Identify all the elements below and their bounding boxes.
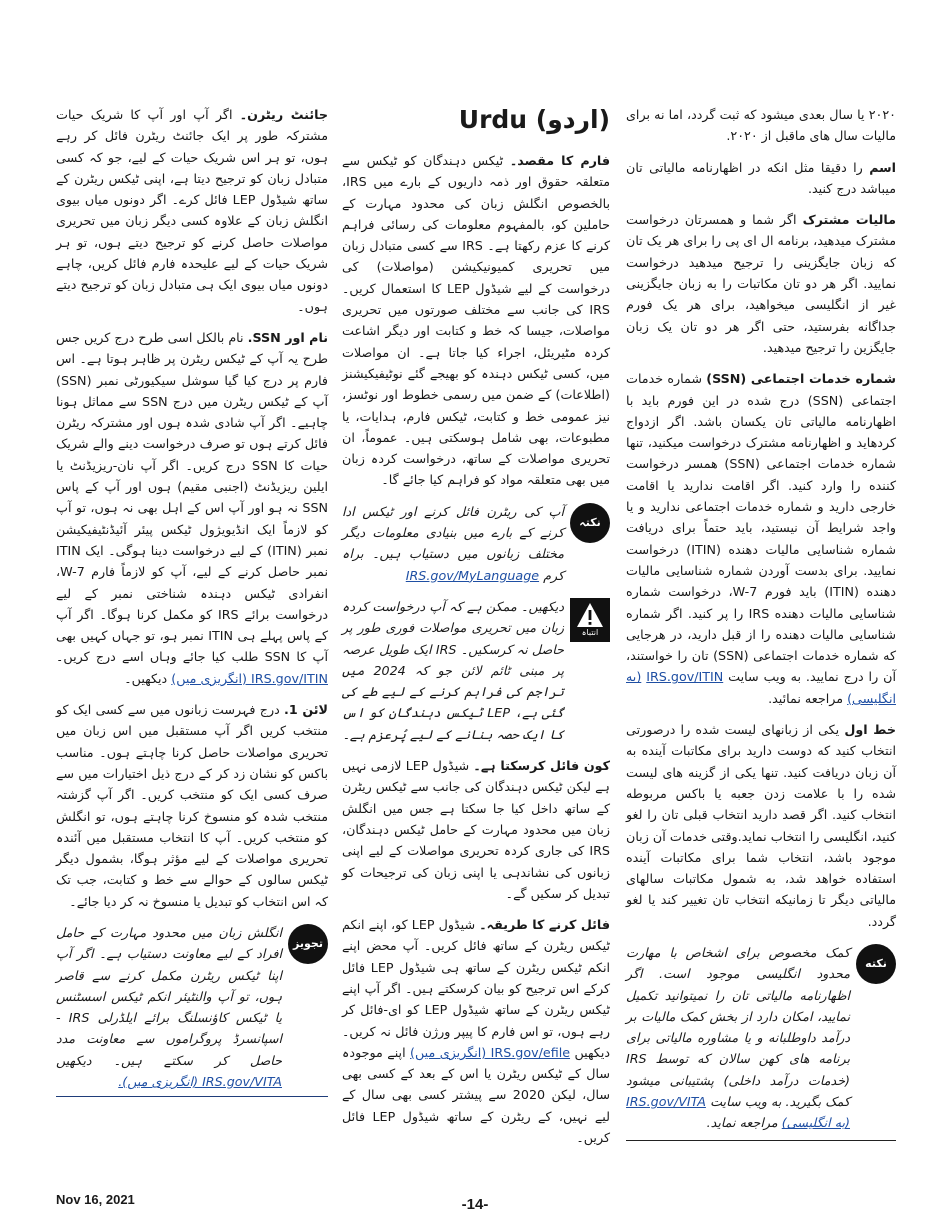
purpose-paragraph: فارم کا مقصد۔ ٹیکس دہندگان کو ٹیکس سے متعلقہ حقوق اور ذمہ داریوں کے بارے میں IRS، بالخصوص انگلش زبان کی محدود مہارت کے حاملین کو، بالمفہوم معلومات کی رسائی فراہم کرنے کا عزم رکھتا ہے۔ IRS سے کسی متبادل زبان میں تحریری کمیونیکیشن (مواصلات) کی درخواست کے لیے شیڈول LEP کا استعمال کریں۔ IRS کی جانب سے مختلف صورتوں میں تحریری مواصلات، جیسا کہ خط و کتابت اور دیگر اشاعت کردہ مٹیریئل، اجراء کیا جاتا ہے۔ ان مواصلات میں، کسی ٹیکس دہندہ کو بھیجے گئے نوٹیفیکیشنز (اطلاعات) کے ضمن میں رسمی خطوط اور نوٹسز، نیز عمومی خط و کتابت، ٹیکس فارم، ہدایات، یا مطبوعات، بھی شامل ہوسکتی ہیں۔ عموماً، ان تحریری مواصلات کے ساتھ، درخواست کردہ زبان میں بھی متعلقہ مواد کو فراہم کیا جائے گا۔: [342, 153, 610, 488]
irs-itin-link-urdu-suffix[interactable]: (انگریزی میں): [171, 670, 252, 686]
irs-itin-link-suffix[interactable]: (به انگلیسی): [626, 669, 896, 706]
irs-vita-link-urdu[interactable]: IRS.gov/VITA: [202, 1074, 282, 1090]
line1-paragraph: خط اول یکی از زبانهای لیست شده را درصورتی انتخاب کنید که دوست دارید برای مکاتبات آینده به آن زبان دریافت کنید. تنها یکی از گزینه های لیست شده را با علامت زدن جعبه یا باکس مربوطه انتخاب کنید. اگر قصد دارید انتخاب قبلی تان را لغو کنید، انگلیسی را انتخاب نماید.وقتی خدمات آن زبان موجود باشد، انتخاب شما برای مکاتبات آینده استفاده خواهد شد، به شمول مکاتبات سالهای مالیاتی دیگر تا زمانیکه انتخاب تان تغییر کند یا لغو گردد.: [626, 722, 896, 929]
intro-paragraph: ۲۰۲۰ یا سال بعدی میشود که ثبت گردد، اما نه برای مالیات سال های ماقبل از ۲۰۲۰.: [626, 107, 896, 144]
ssn-label: شماره خدمات اجتماعی (SSN): [706, 371, 896, 387]
irs-itin-link-urdu[interactable]: IRS.gov/ITIN: [251, 670, 328, 686]
line1-label: خط اول: [844, 722, 896, 738]
irs-vita-link[interactable]: IRS.gov/VITA: [626, 1094, 706, 1110]
irs-mylanguage-link[interactable]: IRS.gov/MyLanguage: [405, 567, 540, 583]
how-label: فائل کرنے کا طریقہ۔: [479, 917, 611, 933]
name-ssn-paragraph: نام اور SSN. نام بالکل اسی طرح درج کریں جس طرح یہ آپ کے ٹیکس ریٹرن پر ظاہر ہوتا ہے۔ اس فارم پر درج کیا گیا سوشل سیکیورٹی نمبر (SSN) آپ کے ٹیکس ریٹرن میں درج SSN سے مماثل ہونا چاہیے۔ اگر آپ شادی شدہ ہوں اور مشترکہ ریٹرن فائل کرتے ہوں تو صرف درخواست دینے والے شریک حیات کا SSN درج کریں۔ اگر آپ نان-ریزیڈنٹ یا ایلین ریزیڈنٹ (اجنبی مقیم) ہوں اور آپ کے پاس SSN نہ ہو اور آپ اس کے اہل بھی نہ ہوں، تو آپ کو لازماً ایک انڈیویژول ٹیکس پیئر آئیڈنٹیفیکیشن نمبر (ITIN) کے لیے درخواست دینا ہوگی۔ ایک ITIN نمبر حاصل کرنے کے لیے، آپ کو لازماً فارم W-7، انفرادی ٹیکس دہندہ شناختی نمبر کے لیے درخواست برائے IRS کو مکمل کرنا ہوگا۔ اگر آپ کے پاس پہلے ہی ITIN نمبر ہو، تو جہاں کہیں بھی آپ کا SSN طلب کیا جائے وہاں اسے درج کریں۔ IRS.gov/ITIN (انگریزی میں) دیکھیں۔: [56, 329, 329, 686]
warning-label: انتباہ: [581, 628, 599, 638]
tip-block: [342, 501, 610, 586]
who-label: کون فائل کرسکتا ہے۔: [473, 758, 610, 774]
irs-efile-link-suffix[interactable]: (انگریزی میں): [410, 1044, 491, 1060]
joint-paragraph: مالیات مشترک اگر شما و همسرتان درخواست مشترک میدهید، برنامه ال ای پی را برای هر یک تان که زبان جایگزینی را ترجیح میدهید درخواست نمایید. اگر هر دو تان مکاتبات را به زبان جایگزینی غیر از انگلیسی میخواهید، برای هر یک فورم جداگانه بفرستید، حتی اگر هر دو تان یک زبان جایگزین را ترجیح میدهید.: [626, 212, 896, 355]
suggestion-block: [56, 922, 328, 1097]
joint-return-paragraph: جائنٹ ریٹرن۔ اگر آپ اور آپ کا شریک حیات مشترکہ طور پر ایک جائنٹ ریٹرن فائل کر رہے ہوں، تو ہر اس شریک حیات کے لیے، جو کہ کسی متبادل زبان کو ترجیح دیتا ہے، اپنی ٹیکس ریٹرن کے ساتھ شیڈول LEP فائل کرے۔ اگر دونوں میاں بیوی انگلش زبان کے علاوہ کسی دیگر زبان میں تحریری مواصلات حاصل کرنے کو ترجیح دیتے ہوں، تو ہر شریک حیات کے لیے علیحدہ فارم فائل کریں، چاہے دونوں میاں بیوی ایک ہی متبادل زبان کو ترجیح دیتے ہوں۔: [56, 107, 329, 314]
joint-return-label: جائنٹ ریٹرن۔: [239, 107, 329, 122]
irs-efile-link[interactable]: IRS.gov/efile: [490, 1044, 571, 1060]
purpose-label: فارم کا مقصد۔: [509, 153, 610, 168]
line1-label-urdu: لائن 1.: [284, 702, 328, 718]
line1-paragraph-urdu: لائن 1. درج فہرست زبانوں میں سے کسی ایک کو منتخب کریں اگر آپ مستقبل میں اس زبان میں تحریری مواصلات حاصل کرنا چاہتے ہوں۔ مناسب باکس کو نشان زد کر کے درج ذیل اختیارات میں سے صرف کسی ایک کو منتخب کریں۔ اگر آپ گزشتہ منتخب شدہ کو منسوخ کرنا چاہتے ہوں، تو انگلش کو منتخب کریں۔ آپ کا انتخاب مستقبل میں آئندہ تحریری مواصلات کے لیے مؤثر ہوگا، بشمول دیگر ٹیکس سالوں کے حوالے سے خط و کتابت، جب تک کہ اس انتخاب کو تبدیل یا منسوخ نہ کر دیا جائے۔: [56, 702, 328, 909]
section-title: Urdu (اردو): [458, 105, 610, 134]
footer-date: Nov 16, 2021: [56, 1192, 135, 1207]
suggestion-text: انگلش زبان میں محدود مہارت کے حامل افراد کے لیے معاونت دستیاب ہے۔ اگر آپ اپنا ٹیکس ریٹرن مکمل کرنے سے قاصر ہوں، تو آپ والنٹیئر انکم ٹیکس اسسٹنس یا ٹیکس کاؤنسلنگ برائے ایلڈرلی IRS - اسپانسرڈ پروگراموں سے معاونت مدد حاصل کر سکتے ہیں۔ دیکھیں IRS.gov/VITA (انگریزی میں).: [56, 924, 282, 1090]
joint-label: مالیات مشترک: [802, 212, 896, 228]
how-paragraph: فائل کرنے کا طریقہ۔ شیڈول LEP کو، اپنے انکم ٹیکس ریٹرن کے ساتھ فائل کریں۔ آپ محض اپنے انکم ٹیکس ریٹرن کے ساتھ ہی شیڈول LEP فائل کرکے اس ترجیح کو بیان کرسکتے ہیں۔ اگر آپ اپنے ٹیکس ریٹرن کے ساتھ شیڈول LEP کو ای-فائل کر رہے ہوں، تو اس فارم کا پیپر ورژن فائل نہ کریں۔ دیکھیں IRS.gov/efile (انگریزی میں) اپنے موجودہ سال کے ٹیکس ریٹرن یا اس کے بعد کے کسی بھی سال، لیکن 2020 سے پیشتر کسی بھی سال کے لیے نہیں، کے ریٹرن کے ساتھ شیڈول LEP فائل کریں۔: [342, 917, 611, 1146]
irs-vita-link-suffix[interactable]: (به انگلیسی): [781, 1115, 850, 1131]
ssn-paragraph: شماره خدمات اجتماعی (SSN) شماره خدمات اجتماعی (SSN) درج شده در این فورم باید با اظهارنامه مالیاتی تان یکسان باشد. اگر ازدواج کردهاید و اظهارنامه مشترک درخواست میکنید، تنها شماره خدمات اجتماعی (SSN) همسر درخواست کننده را وارد کنید. اگر اقامت ندارید یا اقامت خارجی دارید و شماره خدمات اجتماعی ندارید و یا واجد شرایط آن نیستید، باید حتماً برای دریافت شماره شناسایی مالیات دهنده (ITIN) درخواست نمایید. برای بدست آوردن شماره شناسایی مالیات دهنده (ITIN) باید فورم W-7، درخواست شماره شناسایی مالیات دهنده IRS را پر کنید. اگر شماره شناسایی مالیات دهنده را از قبل دارید، در هرجایی که شماره خدمات اجتماعی (SSN) تان را خواستند، آن را درج نمایید. به ویب سایت IRS.gov/ITIN (به انگلیسی) مراجعه نمائید.: [626, 371, 896, 706]
warning-block: [342, 596, 610, 745]
column-urdu-1: [342, 104, 610, 1158]
tip-badge-icon: نکتہ: [570, 503, 610, 543]
note-text: کمک مخصوص برای اشخاص با مهارت محدود انگلیسی موجود است. اگر اظهارنامه مالیاتی تان را نمیتوانید تکمیل نمایید، امکان دارد از بخش کمک مالیات بر درآمد داوطلبانه و یا مشاوره مالیاتی برای برنامه های کهن سالان که توسط IRS (خدمات درآمد داخلی) پشتیبانی میشود کمک بگیرید. به ویب سایت IRS.gov/VITA (به انگلیسی) مراجعه نماید.: [626, 944, 850, 1131]
name-paragraph: اسم را دقیقا مثل انکه در اظهارنامه مالیاتی تان میباشد درج کنید.: [626, 159, 896, 196]
who-paragraph: کون فائل کرسکتا ہے۔ شیڈول LEP لازمی نہیں ہے لیکن ٹیکس دہندگان کی جانب سے ٹیکس ریٹرن کے ساتھ داخل کیا جا سکتا ہے جس میں انگلش زبان میں محدود مہارت کے حامل ٹیکس دہندگان، IRS کی جاری کردہ تحریری مواصلات کے لیے اپنی زبانوں کی نشاندہی یا اپنی زبان کی ترجیحات کو تبدیل کر سکیں گے۔: [342, 758, 610, 901]
warning-text: دیکھیں۔ ممکن ہے کہ آپ درخواست کردہ زبان میں تحریری مواصلات فوری طور پر حاصل نہ کرسکیں۔ IRS ایک طویل عرصہ پر مبنی ٹائم لائن جو کہ 2024 میں تراجم کی فراہم کرنے کے لیے طے کی گئی ہے، LEP ٹیکس دہندگان کو اس کا ایک حصہ بنانے کے لیے پُرعزم ہے۔: [342, 598, 565, 742]
note-badge-icon: نکته: [856, 944, 896, 984]
name-label: اسم: [869, 159, 896, 175]
column-dari: [626, 104, 896, 1151]
name-ssn-label: نام اور SSN.: [247, 329, 328, 345]
tip-text: آپ کی ریٹرن فائل کرنے اور ٹیکس ادا کرنے کے بارے میں بنیادی معلومات دیگر مختلف زبانوں میں دستیاب ہیں۔ براہ کرم IRS.gov/MyLanguage: [342, 503, 564, 583]
warning-triangle-icon: [576, 602, 604, 628]
warning-icon: [570, 598, 610, 642]
suggestion-badge-icon: تجویز: [288, 924, 328, 964]
column-urdu-2: [56, 104, 328, 1107]
page-number: -14-: [461, 1196, 489, 1213]
note-block: [626, 942, 896, 1141]
irs-vita-link-urdu-suffix[interactable]: (انگریزی میں).: [118, 1074, 203, 1090]
irs-itin-link[interactable]: IRS.gov/ITIN: [646, 669, 724, 685]
